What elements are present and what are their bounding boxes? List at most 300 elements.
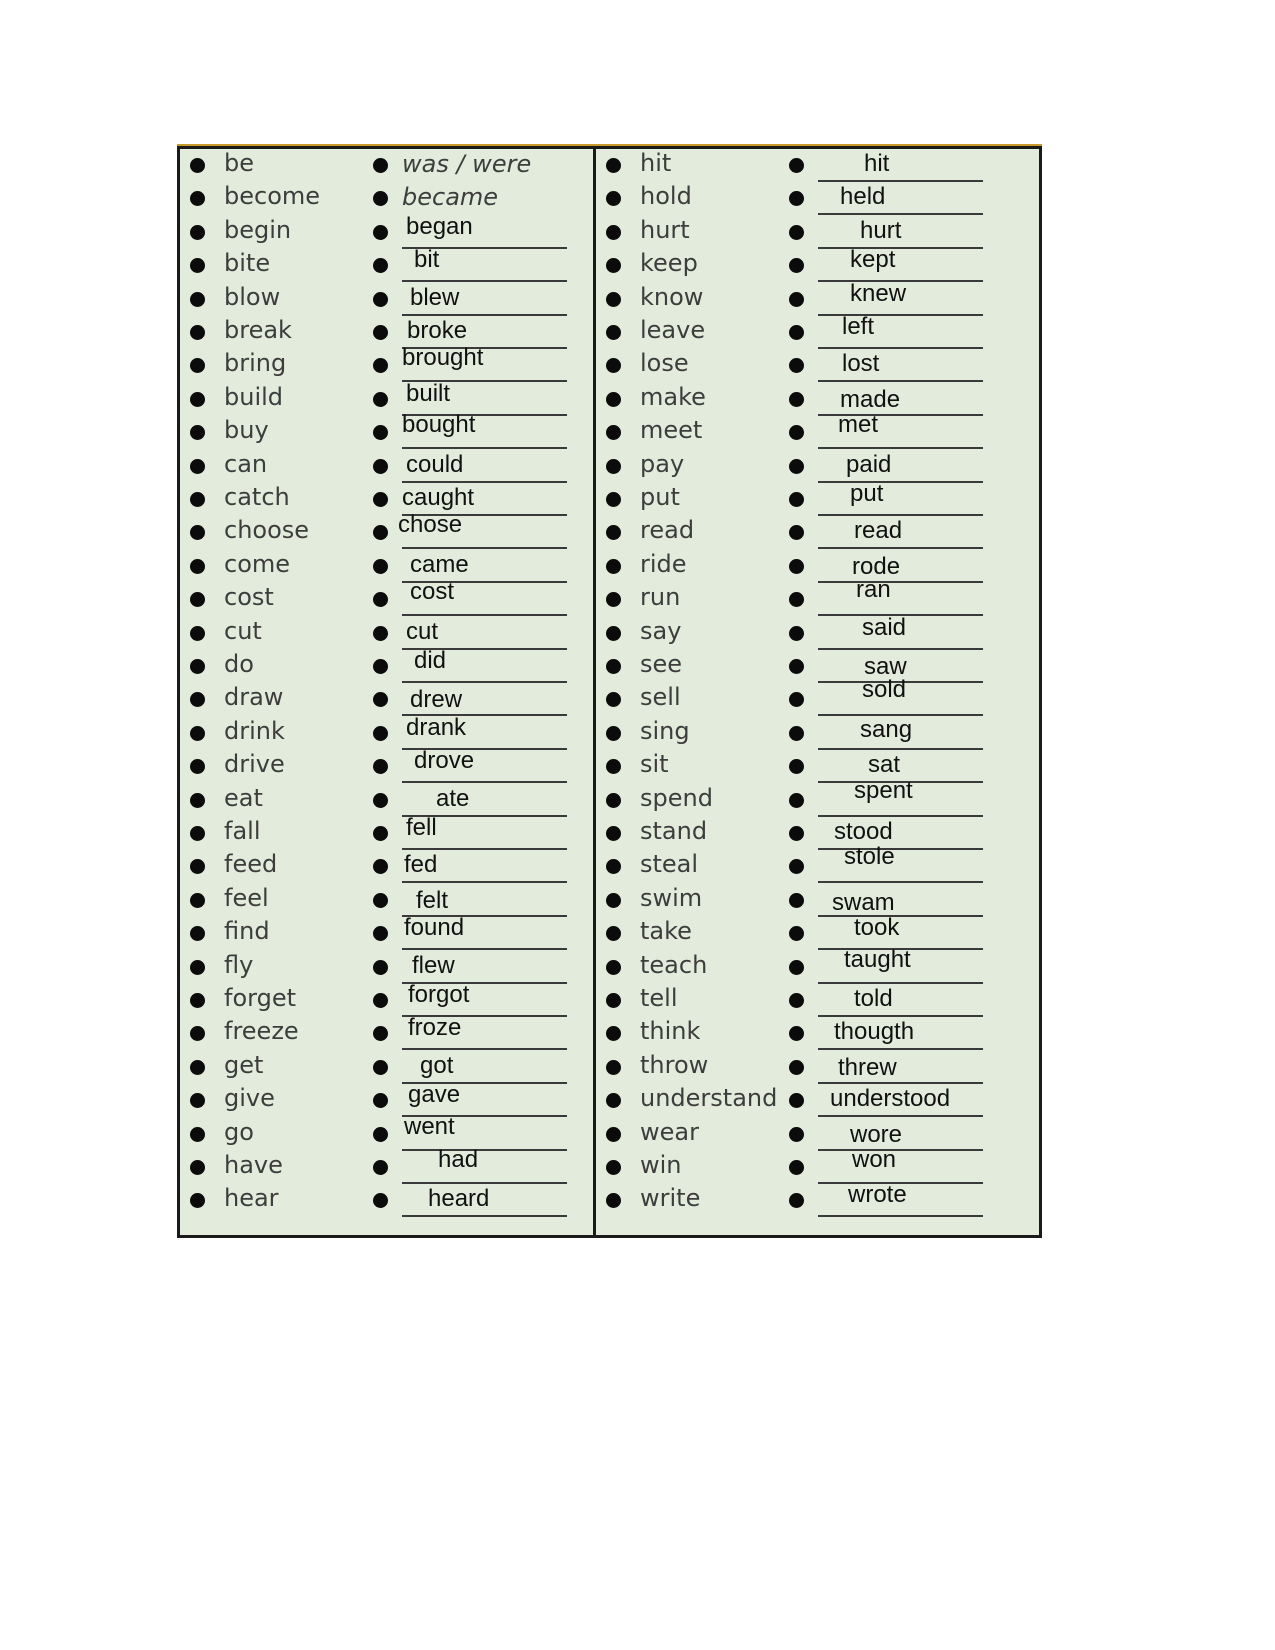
base-verb: hear [224,1184,279,1213]
past-tense-answer-line [818,818,983,850]
base-verb: put [640,483,680,511]
bullet-icon [190,759,205,774]
past-tense-answer-line [398,511,567,549]
bullet-icon [789,826,804,841]
past-tense-answer-line [402,284,567,316]
verb-row [596,1146,1011,1187]
bullet-icon [606,659,621,674]
base-verb: sing [640,716,690,745]
bullet-icon [789,592,804,607]
past-tense-answer-line [818,246,983,282]
base-verb: sell [640,683,681,712]
past-tense-verb: became [402,183,499,212]
verb-row [180,814,595,853]
bullet-icon [190,826,205,841]
past-tense-verb: ran [856,576,891,604]
past-tense-verb: took [854,914,900,942]
past-tense-verb: read [854,517,903,545]
verb-row [180,411,595,452]
bullet-icon [373,358,388,373]
verb-row [180,783,595,820]
bullet-icon [606,592,621,607]
past-tense-verb: went [404,1112,455,1140]
bullet-icon [190,525,205,540]
past-tense-answer-line [402,1185,567,1217]
base-verb: hit [640,149,672,177]
bullet-icon [373,191,388,206]
past-tense-answer-line [818,985,983,1017]
past-tense-answer-line [402,713,567,750]
bullet-icon [373,1127,388,1142]
base-verb: have [224,1151,283,1179]
base-verb: teach [640,950,708,979]
verb-row [180,151,595,185]
bullet-icon [606,993,621,1008]
past-tense-verb: lost [842,350,880,378]
bullet-icon [190,1026,205,1041]
bullet-icon [190,258,205,273]
base-verb: freeze [224,1017,299,1046]
bullet-icon [606,459,621,474]
bullet-icon [190,993,205,1008]
bullet-icon [373,1160,388,1175]
past-tense-verb: heard [428,1185,490,1213]
base-verb: break [224,316,292,344]
base-verb: cost [224,583,274,612]
bullet-icon [606,158,621,173]
verb-row [596,480,1011,519]
verb-row [596,151,1011,185]
bullet-icon [190,1160,205,1175]
base-verb: say [640,616,682,645]
bullet-icon [190,1093,205,1108]
bullet-icon [373,425,388,440]
past-tense-verb: held [840,183,886,211]
verb-row [596,1181,1011,1220]
bullet-icon [190,793,205,808]
bullet-icon [606,626,621,641]
past-tense-answer-line [402,246,567,282]
bullet-icon [789,726,804,741]
past-tense-answer-line [402,344,567,382]
bullet-icon [606,759,621,774]
verb-column-left [180,149,595,1235]
bullet-icon [190,626,205,641]
bullet-icon [606,1060,621,1075]
bullet-icon [789,292,804,307]
bullet-icon [373,993,388,1008]
bullet-icon [606,191,621,206]
bullet-icon [789,1060,804,1075]
past-tense-verb: paid [846,450,892,478]
bullet-icon [190,592,205,607]
past-tense-answer-line [402,785,567,817]
verb-row [180,616,595,653]
past-tense-verb: bought [402,411,476,439]
past-tense-answer-line [818,613,983,650]
bullet-icon [373,826,388,841]
base-verb: build [224,382,284,411]
base-verb: meet [640,416,703,445]
past-tense-verb: told [854,985,893,1012]
verb-row [180,914,595,953]
past-tense-answer-line [402,914,567,950]
base-verb: sit [640,750,669,779]
bullet-icon [606,559,621,574]
bullet-icon [606,392,621,407]
verb-row [596,279,1011,319]
past-tense-verb: fed [404,851,438,879]
bullet-icon [606,859,621,874]
base-verb: steal [640,850,699,879]
verb-row [596,715,1011,753]
bullet-icon [789,1160,804,1175]
bullet-icon [789,692,804,707]
bullet-icon [373,759,388,774]
base-verb: read [640,516,695,545]
bullet-icon [190,225,205,240]
base-verb: run [640,583,681,612]
bullet-icon [373,726,388,741]
bullet-icon [373,492,388,507]
past-tense-answer-line [818,313,983,349]
verb-row [596,652,1011,686]
verb-row [596,613,1011,653]
bullet-icon [190,659,205,674]
bullet-icon [606,1160,621,1175]
bullet-icon [606,826,621,841]
bullet-icon [373,592,388,607]
past-tense-verb: had [438,1146,479,1173]
bullet-icon [190,459,205,474]
past-tense-verb: broke [407,317,468,344]
bullet-icon [373,1060,388,1075]
base-verb: make [640,382,706,411]
past-tense-answer-line [818,1018,983,1050]
bullet-icon [373,859,388,874]
verb-row [180,981,595,1020]
past-tense-example [402,150,567,182]
past-tense-verb: brought [402,344,484,372]
verb-row [180,485,595,519]
verb-row [596,313,1011,352]
past-tense-verb: sold [862,676,907,704]
past-tense-verb: flew [412,951,455,979]
base-verb: can [224,449,268,478]
bullet-icon [373,1193,388,1208]
bullet-icon [789,859,804,874]
past-tense-example [402,183,567,215]
past-tense-verb: saw [864,653,907,680]
base-verb: take [640,917,692,946]
past-tense-verb: gave [408,1081,461,1109]
base-verb: feed [224,850,278,879]
bullet-icon [606,893,621,908]
verb-row [180,549,595,586]
base-verb: pay [640,449,685,478]
base-verb: catch [224,483,290,511]
bullet-icon [789,325,804,340]
past-tense-answer-line [818,1146,983,1184]
past-tense-answer-line [402,1052,567,1084]
bullet-icon [789,358,804,373]
bullet-icon [373,1026,388,1041]
verb-row [596,914,1011,953]
verb-row [596,945,1011,987]
verb-row [596,752,1011,786]
bullet-icon [190,960,205,975]
past-tense-verb: left [842,313,875,340]
base-verb: keep [640,249,698,278]
past-tense-answer-line [402,1146,567,1184]
base-verb: eat [224,783,263,812]
verb-row [596,1019,1011,1053]
bullet-icon [190,1193,205,1208]
past-tense-verb: felt [416,886,449,914]
bullet-icon [606,726,621,741]
base-verb: bring [224,349,287,378]
bullet-icon [606,793,621,808]
bullet-icon [606,1127,621,1142]
bullet-icon [190,325,205,340]
past-tense-answer-line [818,279,983,316]
past-tense-verb: caught [402,484,475,511]
bullet-icon [373,793,388,808]
verb-row [596,819,1011,853]
past-tense-answer-line [818,217,983,249]
bullet-icon [789,1127,804,1142]
verb-row [180,379,595,419]
verb-row [596,676,1011,719]
past-tense-verb: spent [854,776,913,804]
base-verb: come [224,549,291,578]
bullet-icon [190,425,205,440]
bullet-icon [373,893,388,908]
past-tense-answer-line [818,1119,983,1151]
irregular-verbs-table [177,146,1042,1238]
past-tense-answer-line [402,618,567,650]
bullet-icon [789,158,804,173]
past-tense-verb: hurt [860,216,902,244]
bullet-icon [606,525,621,540]
base-verb: become [224,182,321,211]
past-tense-answer-line [402,684,567,716]
past-tense-answer-line [818,715,983,750]
base-verb: think [640,1017,701,1046]
past-tense-answer-line [818,551,983,583]
verb-row [180,282,595,319]
verb-row [180,883,595,920]
bullet-icon [190,559,205,574]
bullet-icon [606,292,621,307]
base-verb: hold [640,182,692,211]
base-verb: feel [224,883,269,912]
past-tense-answer-line [818,1181,983,1217]
base-verb: swim [640,883,703,912]
verb-row [180,1112,595,1154]
base-verb: buy [224,416,269,445]
bullet-icon [606,926,621,941]
verb-column-right [596,149,1011,1235]
bullet-icon [373,459,388,474]
past-tense-answer-line [818,517,983,549]
past-tense-answer-line [818,451,983,483]
past-tense-answer-line [818,945,983,984]
bullet-icon [373,659,388,674]
past-tense-verb: began [406,212,473,240]
past-tense-verb: drank [406,713,467,741]
verb-row [180,578,595,619]
bullet-icon [190,1127,205,1142]
bullet-icon [606,1093,621,1108]
bullet-icon [373,258,388,273]
bullet-icon [190,392,205,407]
bullet-icon [606,492,621,507]
verb-row [180,449,595,486]
base-verb: stand [640,817,708,845]
verb-row [596,184,1011,218]
verb-row [180,1186,595,1220]
bullet-icon [789,1193,804,1208]
verb-row [596,246,1011,285]
verb-row [180,747,595,786]
past-tense-verb: swam [832,888,895,916]
past-tense-verb: blew [410,283,460,311]
verb-row [596,1050,1011,1087]
bullet-icon [789,659,804,674]
base-verb: choose [224,516,310,545]
base-verb: tell [640,984,678,1012]
bullet-icon [373,325,388,340]
past-tense-answer-line [402,578,567,616]
bullet-icon [789,559,804,574]
past-tense-verb: found [404,914,465,942]
past-tense-verb: taught [844,945,911,973]
bullet-icon [789,191,804,206]
past-tense-verb: fell [406,814,437,841]
bullet-icon [373,392,388,407]
past-tense-verb: stole [844,843,895,871]
base-verb: write [640,1184,701,1213]
bullet-icon [373,626,388,641]
base-verb: know [640,282,704,311]
bullet-icon [789,525,804,540]
verb-row [180,184,595,218]
base-verb: see [640,650,683,678]
verb-row [180,685,595,719]
verb-row [596,843,1011,886]
base-verb: ride [640,549,687,578]
verb-row [180,1050,595,1087]
bullet-icon [606,325,621,340]
verb-row [180,246,595,285]
bullet-icon [190,358,205,373]
bullet-icon [789,793,804,808]
past-tense-answer-line [402,647,567,683]
verb-row [596,518,1011,552]
base-verb: find [224,917,270,946]
past-tense-verb: drew [410,686,463,714]
verb-row [596,576,1011,619]
verb-row [180,647,595,686]
past-tense-verb: won [852,1146,897,1173]
past-tense-answer-line [402,1014,567,1050]
past-tense-verb: cost [410,578,455,606]
bullet-icon [789,993,804,1008]
verb-row [180,344,595,385]
verb-row [180,713,595,753]
past-tense-answer-line [402,981,567,1017]
past-tense-verb: said [862,613,907,641]
verb-row [180,511,595,552]
past-tense-verb: ate [436,784,470,812]
verb-row [180,950,595,987]
verb-row [180,1014,595,1053]
bullet-icon [373,158,388,173]
past-tense-verb: sat [868,751,901,779]
base-verb: hurt [640,215,690,244]
verb-row [180,1146,595,1187]
bullet-icon [606,225,621,240]
base-verb: go [224,1117,254,1146]
past-tense-answer-line [818,150,983,182]
past-tense-verb: cut [406,617,439,645]
past-tense-answer-line [818,676,983,716]
past-tense-verb: came [410,550,469,578]
verb-row [596,776,1011,820]
bullet-icon [789,425,804,440]
past-tense-answer-line [818,411,983,449]
bullet-icon [190,859,205,874]
base-verb: cut [224,616,262,645]
verb-row [596,411,1011,452]
bullet-icon [373,525,388,540]
past-tense-verb: thougth [834,1018,915,1046]
past-tense-answer-line [402,451,567,483]
base-verb: spend [640,783,713,812]
verb-row [180,212,595,252]
bullet-icon [373,926,388,941]
base-verb: throw [640,1050,709,1079]
past-tense-verb: built [406,379,451,407]
base-verb: forget [224,984,296,1012]
past-tense-answer-line [818,576,983,616]
bullet-icon [789,626,804,641]
bullet-icon [606,960,621,975]
bullet-icon [789,225,804,240]
bullet-icon [373,559,388,574]
bullet-icon [789,759,804,774]
bullet-icon [190,1060,205,1075]
past-tense-answer-line [402,212,567,249]
base-verb: do [224,650,254,678]
bullet-icon [789,1026,804,1041]
bullet-icon [789,926,804,941]
base-verb: blow [224,282,281,311]
bullet-icon [789,459,804,474]
past-tense-answer-line [818,350,983,382]
verb-row [180,1081,595,1120]
bullet-icon [190,692,205,707]
base-verb: give [224,1084,275,1113]
past-tense-answer-line [402,885,567,917]
base-verb: draw [224,683,284,712]
bullet-icon [190,893,205,908]
base-verb: get [224,1050,264,1079]
past-tense-answer-line [818,480,983,516]
base-verb: lose [640,349,689,378]
base-verb: win [640,1151,682,1179]
